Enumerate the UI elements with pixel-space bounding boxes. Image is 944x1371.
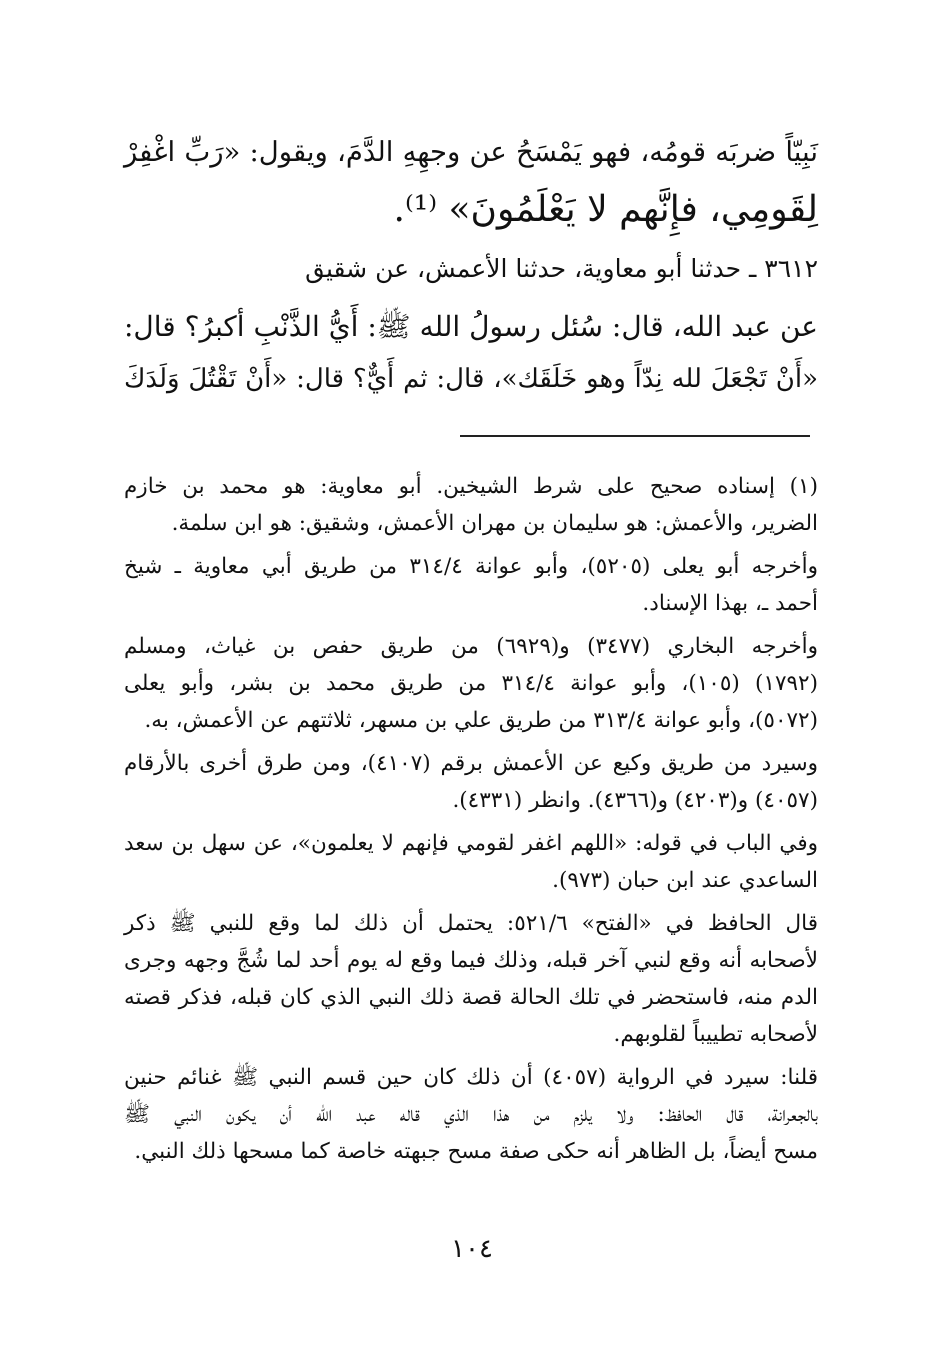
footnote-line: وأخرجه البخاري (٣٤٧٧) و(٦٩٢٩) من طريق حفص بن غياث، ومسلم	[124, 634, 818, 659]
footnotes	[124, 468, 818, 1176]
footnote-line: لأصحابه أنه وقع لنبي آخر قبله، وذلك فيما وقع له يوم أحد لما شُجَّ وجهه وجرى	[124, 948, 818, 973]
footnote-line: الساعدي عند ابن حبان (٩٧٣).	[552, 868, 818, 893]
footnote-paragraph	[124, 745, 818, 819]
footnote-line: وأخرجه أبو يعلى (٥٢٠٥)، وأبو عوانة ٣١٤/٤ من طريق أبي معاوية ـ شيخ	[124, 554, 818, 579]
footnote-line: الضرير، والأعمش: هو سليمان بن مهران الأعمش، وشقيق: هو ابن سلمة.	[171, 511, 818, 536]
main-text	[124, 128, 818, 244]
footnote-line: قال الحافظ في «الفتح» ٥٢١/٦: يحتمل أن ذلك لما وقع للنبي ﷺ ذكر	[124, 911, 818, 936]
footnote-line: بالجعرانة، قال الحافظ: ولا يلزم من هذا الذي قاله عبد الله أن يكون النبي ﷺ	[124, 1102, 818, 1127]
footnote-paragraph	[124, 905, 818, 1053]
hadith-text-line: «أَنْ تَجْعَلَ لله نِدّاً وهو خَلَقَك»، قال: ثم أَيٌّ؟ قال: «أَنْ تَقْتُلَ وَلَدَكَ	[124, 364, 818, 394]
footnote-line: (١٧٩٢) (١٠٥)، وأبو عوانة ٣١٤/٤ من طريق محمد بن بشر، وأبو يعلى	[124, 671, 818, 696]
hadith-text-line: عن عبد الله، قال: سُئل رسولُ الله ﷺ: أَيُّ الذَّنْبِ أكبرُ؟ قال:	[124, 310, 818, 343]
footnote-line: (١) إسناده صحيح على شرط الشيخين. أبو معاوية: هو محمد بن خازم	[124, 474, 818, 499]
footnote-line: الدم منه، فاستحضر في تلك الحالة قصة ذلك النبي الذي كان قبله، فذكر قصته	[124, 985, 818, 1010]
footnote-paragraph	[124, 825, 818, 899]
footnote-paragraph	[124, 548, 818, 622]
hadith-text	[124, 306, 818, 410]
footnote-line: (٥٠٧٢)، وأبو عوانة ٣١٣/٤ من طريق علي بن مسهر، ثلاثتهم عن الأعمش، به.	[144, 708, 818, 733]
main-text-line: لِقَومِي، فإِنَّهم لا يَعْلَمُونَ» ⁽¹⁾.	[393, 189, 818, 230]
footnote-line: (٤٠٥٧) و(٤٢٠٣) و(٤٣٦٦). وانظر (٤٣٣١).	[452, 788, 818, 813]
footnote-paragraph	[124, 468, 818, 542]
footnote-line: لأصحابه تطييباً لقلوبهم.	[613, 1022, 818, 1047]
footnote-line: قلنا: سيرد في الرواية (٤٠٥٧) أن ذلك كان حين قسم النبي ﷺ غنائم حنين	[124, 1065, 818, 1090]
footnote-line: وفي الباب في قوله: «اللهم اغفر لقومي فإنهم لا يعلمون»، عن سهل بن سعد	[124, 831, 818, 856]
hadith-header: ٣٦١٢ ـ حدثنا أبو معاوية، حدثنا الأعمش، عن شقيق	[305, 254, 818, 283]
footnote-line: مسح أيضاً، بل الظاهر أنه حكى صفة مسح جبهته خاصة كما مسحها ذلك النبي.	[134, 1139, 818, 1164]
footnote-line: أحمد ـ، بهذا الإسناد.	[642, 591, 818, 616]
footnote-paragraph	[124, 1059, 818, 1170]
footnote-paragraph	[124, 628, 818, 739]
main-text-line: نَبِيّاً ضربَه قومُه، فهو يَمْسَحُ عن وجهِهِ الدَّمَ، ويقول: «رَبِّ اغْفِرْ	[124, 136, 818, 168]
page-number: ١٠٤	[451, 1234, 493, 1264]
footnote-line: وسيرد من طريق وكيع عن الأعمش برقم (٤١٠٧)، ومن طرق أخرى بالأرقام	[124, 751, 819, 776]
footnote-separator	[460, 435, 810, 437]
